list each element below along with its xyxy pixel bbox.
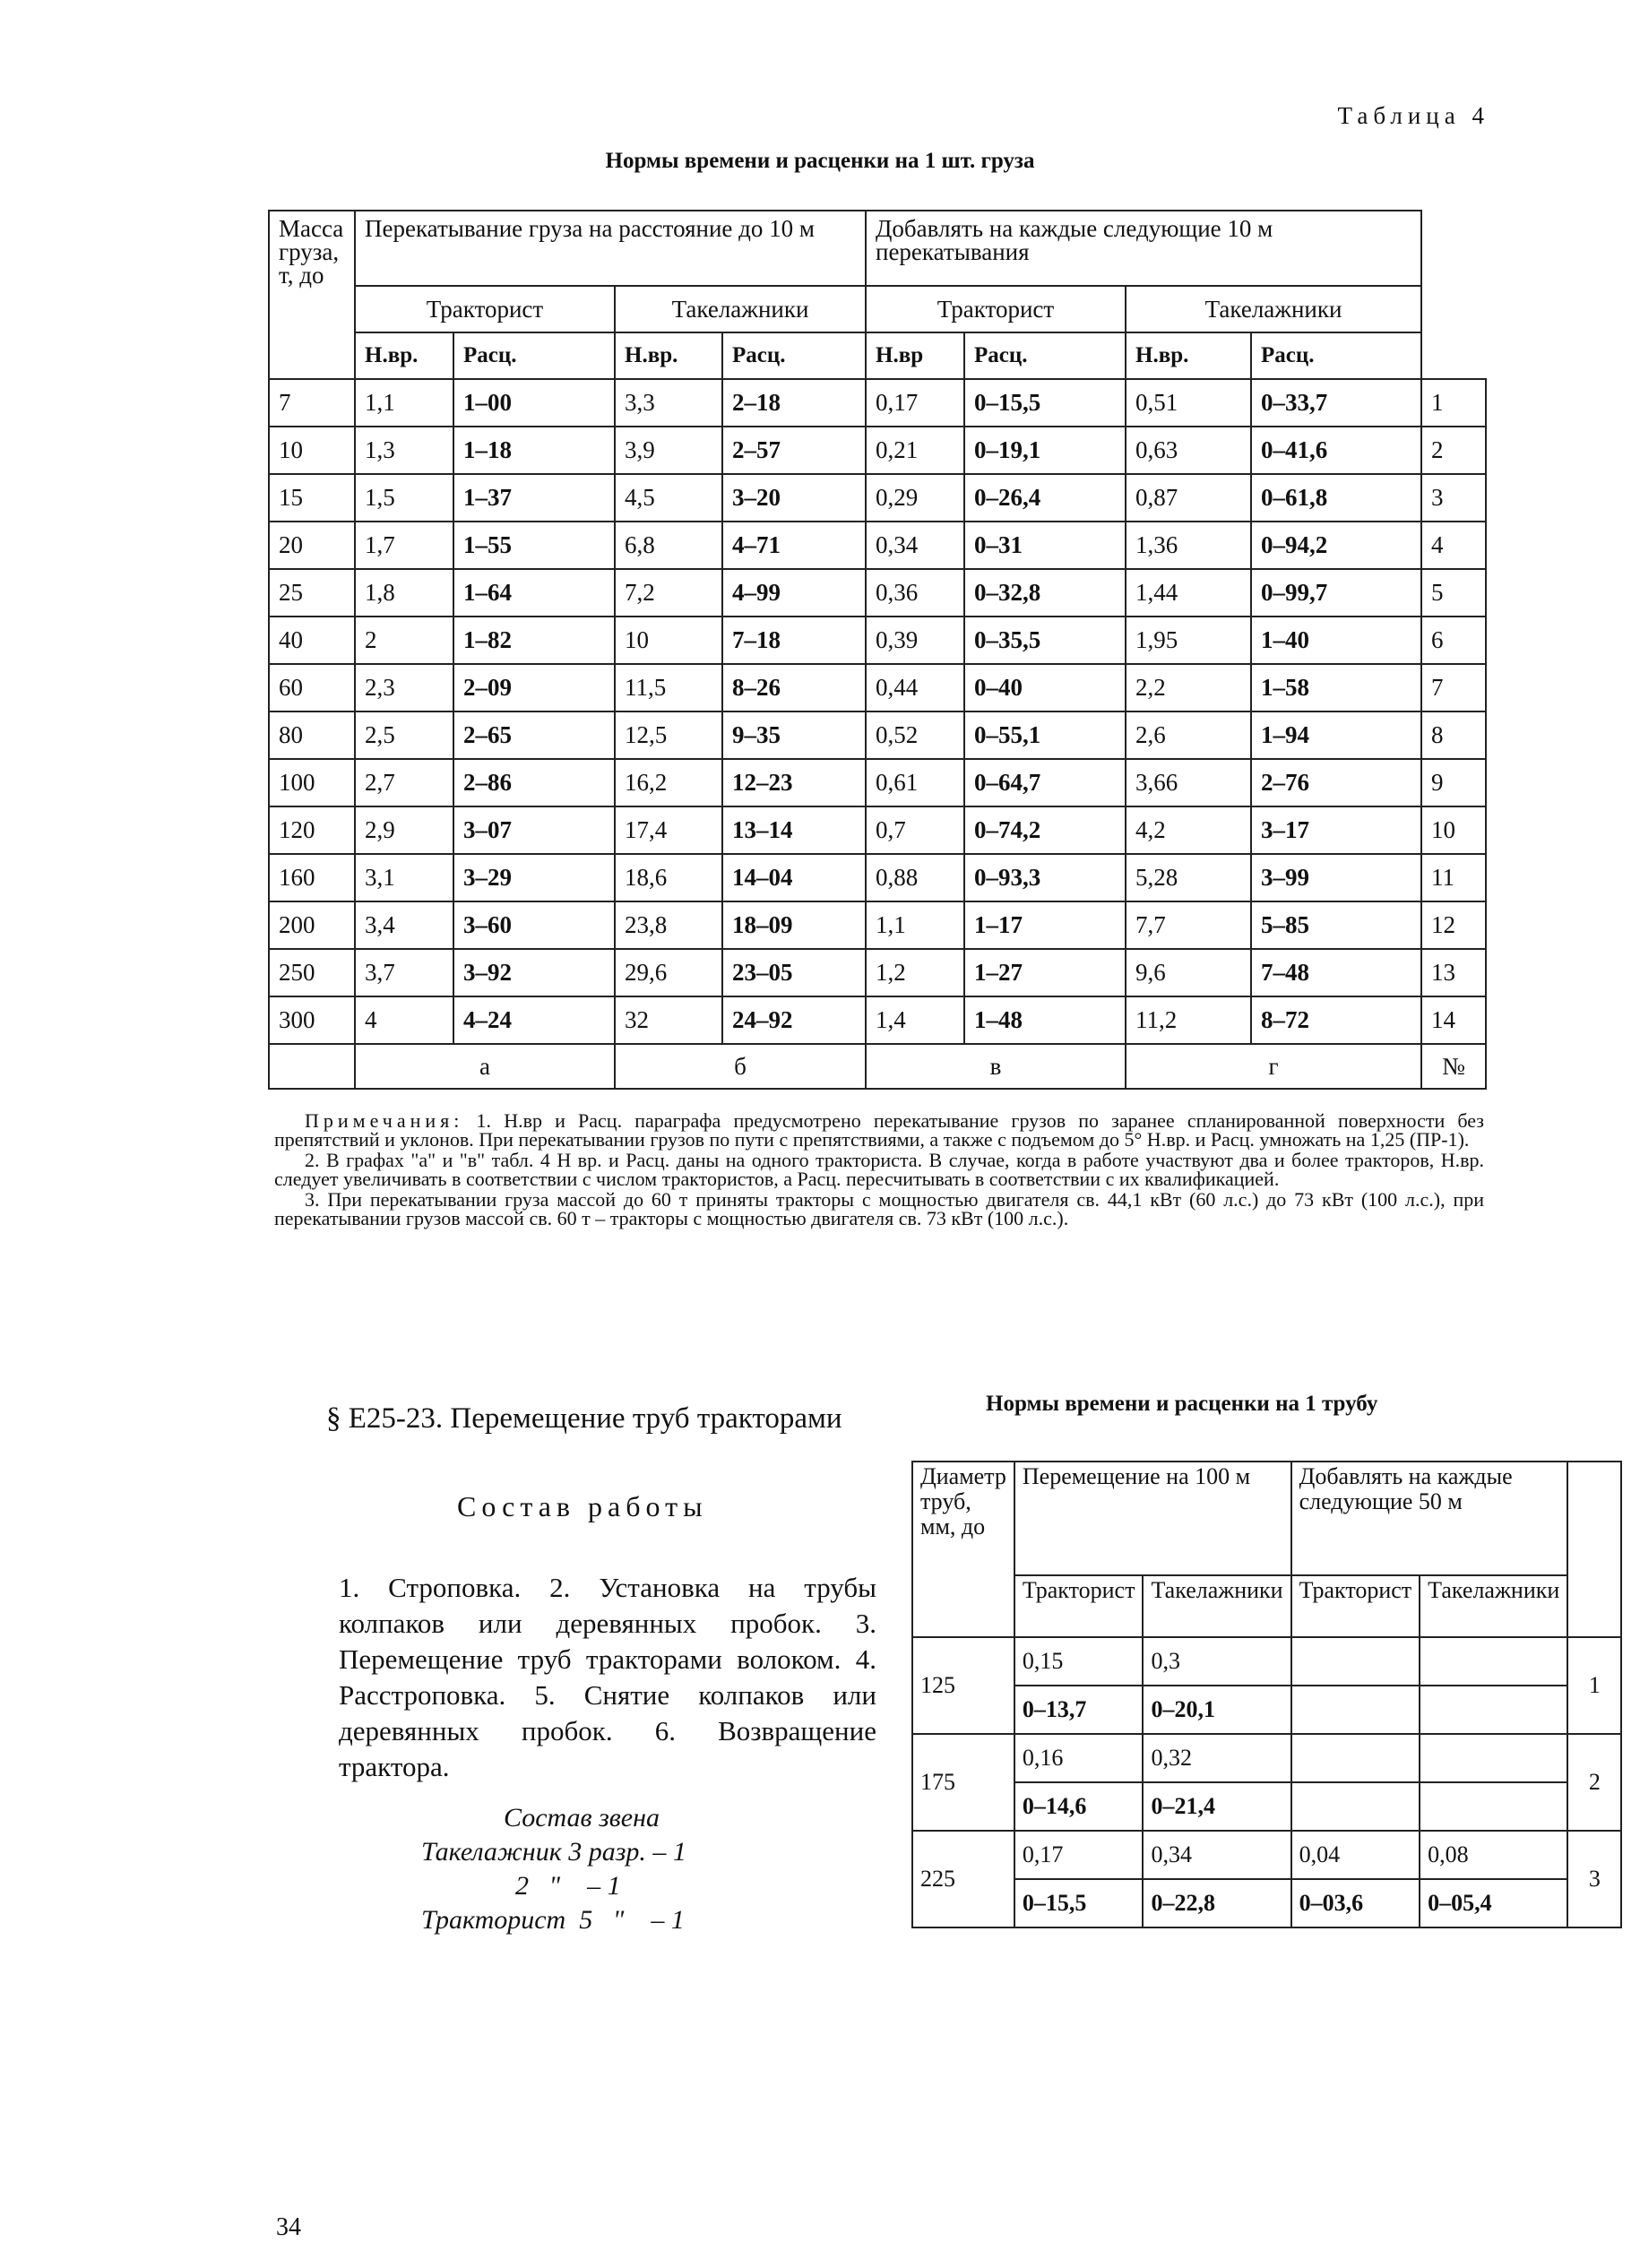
norm-cell: 0,08 [1420, 1831, 1567, 1879]
mass-cell: 15 [269, 474, 355, 522]
rate-cell: 0–05,4 [1420, 1879, 1567, 1927]
value-cell: 3–20 [722, 474, 866, 522]
note-3: 3. При перекатывании груза массой до 60 т приняты тракторы с мощностью двигателя св. 44,1 кВт (60 л.с.) до 73 кВт (100 л.с.), при перекатывании грузов массой св. 60 т – тракторы с мощностью двигателя св. 73 кВт (100 л.с.). [274, 1188, 1484, 1229]
value-cell: 3,9 [615, 427, 722, 474]
row-number-cell: 3 [1567, 1831, 1621, 1927]
section-title: § Е25-23. Перемещение труб тракторами [326, 1402, 842, 1435]
table-row [912, 1637, 1621, 1686]
rate-cell: 0–22,8 [1143, 1879, 1290, 1927]
table-row [269, 711, 1486, 759]
table-row [269, 474, 1486, 522]
value-cell: 5–85 [1251, 901, 1421, 949]
table-row [269, 996, 1486, 1044]
value-cell: 2,9 [355, 806, 453, 854]
row-number-cell: 13 [1421, 949, 1486, 996]
value-cell: 0,87 [1126, 474, 1251, 522]
row-number-cell: 7 [1421, 664, 1486, 711]
value-cell: 2–65 [453, 711, 615, 759]
value-cell: 3–29 [453, 854, 615, 901]
value-cell: 3–99 [1251, 854, 1421, 901]
row-number-cell: 10 [1421, 806, 1486, 854]
value-cell: 1–27 [964, 949, 1126, 996]
pipes-table [911, 1461, 1622, 1928]
table-row [269, 617, 1486, 664]
column-letter: а [355, 1044, 615, 1089]
value-cell: 2,5 [355, 711, 453, 759]
column-letter: б [615, 1044, 866, 1089]
value-cell: 7,2 [615, 569, 722, 617]
value-cell: 1–94 [1251, 711, 1421, 759]
header-tractorist: Тракторист [866, 286, 1126, 332]
value-cell: 1,7 [355, 522, 453, 569]
value-cell: 1–40 [1251, 617, 1421, 664]
row-number-cell: 9 [1421, 759, 1486, 806]
value-cell: 0–33,7 [1251, 379, 1421, 427]
value-cell: 0–61,8 [1251, 474, 1421, 522]
table-row [269, 664, 1486, 711]
table-row [912, 1734, 1621, 1782]
value-cell: 12–23 [722, 759, 866, 806]
header-riggers: Такелажники [1420, 1575, 1567, 1637]
value-cell: 4 [355, 996, 453, 1044]
value-cell: 0–94,2 [1251, 522, 1421, 569]
value-cell: 0–35,5 [964, 617, 1126, 664]
work-composition-text: 1. Строповка. 2. Установка на трубы колпаков или деревянных пробок. 3. Перемещение труб тракторами волоком. 4. Расстроповка. 5. Снятие колпаков или деревянных пробок. 6. Возвращение трактора. [339, 1572, 876, 1782]
value-cell: 10 [615, 617, 722, 664]
table-row [912, 1879, 1621, 1927]
table-row [269, 854, 1486, 901]
table-label: Таблица 4 [1337, 102, 1489, 129]
value-cell: 0,36 [866, 569, 964, 617]
value-cell: 0,61 [866, 759, 964, 806]
header-nvr: Н.вр. [1126, 332, 1251, 379]
value-cell: 1,8 [355, 569, 453, 617]
value-cell: 11,2 [1126, 996, 1251, 1044]
value-cell: 14–04 [722, 854, 866, 901]
value-cell: 16,2 [615, 759, 722, 806]
value-cell: 1–37 [453, 474, 615, 522]
header-riggers: Такелажники [615, 286, 866, 332]
table-row [269, 901, 1486, 949]
mass-cell: 80 [269, 711, 355, 759]
rate-cell: 0–15,5 [1014, 1879, 1144, 1927]
note-1: 1. Н.вр и Расц. параграфа предусмотрено перекатывание грузов по заранее спланированной поверхности без препятствий и уклонов. При перекатывании грузов по пути с препятствиями, а также с подъемом до 5° Н.вр. и Расц. умножать на 1,25 (ПР-1). [274, 1109, 1484, 1151]
mass-cell: 160 [269, 854, 355, 901]
header-nvr: Н.вр [866, 332, 964, 379]
value-cell: 17,4 [615, 806, 722, 854]
table-row [269, 569, 1486, 617]
norm-cell: 0,16 [1014, 1734, 1144, 1782]
row-number-cell: 8 [1421, 711, 1486, 759]
value-cell: 1,36 [1126, 522, 1251, 569]
value-cell: 9–35 [722, 711, 866, 759]
value-cell: 0–55,1 [964, 711, 1126, 759]
value-cell: 3–60 [453, 901, 615, 949]
value-cell: 9,6 [1126, 949, 1251, 996]
value-cell: 3,66 [1126, 759, 1251, 806]
rate-cell: 0–20,1 [1143, 1686, 1290, 1734]
value-cell: 2–76 [1251, 759, 1421, 806]
table-row [269, 427, 1486, 474]
value-cell: 1,5 [355, 474, 453, 522]
value-cell: 2,3 [355, 664, 453, 711]
row-number-cell: 11 [1421, 854, 1486, 901]
table-row [912, 1831, 1621, 1879]
value-cell: 1,1 [866, 901, 964, 949]
rate-cell: 0–03,6 [1291, 1879, 1420, 1927]
value-cell: 0,34 [866, 522, 964, 569]
header-tractorist: Тракторист [355, 286, 615, 332]
diameter-cell: 175 [912, 1734, 1014, 1831]
table-row [912, 1686, 1621, 1734]
value-cell: 4–71 [722, 522, 866, 569]
row-number-cell: 1 [1567, 1637, 1621, 1734]
value-cell: 3–17 [1251, 806, 1421, 854]
mass-cell: 10 [269, 427, 355, 474]
norm-cell [1291, 1734, 1420, 1782]
table-row [269, 806, 1486, 854]
notes [274, 1111, 1484, 1229]
value-cell: 0,52 [866, 711, 964, 759]
value-cell: 4–24 [453, 996, 615, 1044]
header-add: Добавлять на каждые следующие 10 м перекатывания [866, 211, 1421, 286]
row-number-cell: 5 [1421, 569, 1486, 617]
rate-cell: 0–21,4 [1143, 1782, 1290, 1831]
norm-cell: 0,3 [1143, 1637, 1290, 1686]
row-number-cell: 3 [1421, 474, 1486, 522]
mass-cell: 100 [269, 759, 355, 806]
mass-cell: 120 [269, 806, 355, 854]
value-cell: 1–00 [453, 379, 615, 427]
value-cell: 3–07 [453, 806, 615, 854]
table-row [269, 759, 1486, 806]
table-row [269, 522, 1486, 569]
value-cell: 1,3 [355, 427, 453, 474]
row-number-cell: 14 [1421, 996, 1486, 1044]
crew-head: Состав звена [504, 1803, 660, 1833]
row-number-cell: 12 [1421, 901, 1486, 949]
table-row [912, 1782, 1621, 1831]
value-cell: 2,7 [355, 759, 453, 806]
diameter-cell: 225 [912, 1831, 1014, 1927]
crew-line: 2 " – 1 [421, 1871, 621, 1901]
value-cell: 0,63 [1126, 427, 1251, 474]
rate-cell: 0–14,6 [1014, 1782, 1144, 1831]
value-cell: 0,44 [866, 664, 964, 711]
value-cell: 3,7 [355, 949, 453, 996]
mass-cell: 7 [269, 379, 355, 427]
value-cell: 0,39 [866, 617, 964, 664]
norm-cell [1291, 1637, 1420, 1686]
norms-table [268, 210, 1487, 1090]
value-cell: 13–14 [722, 806, 866, 854]
header-tractorist: Тракторист [1014, 1575, 1144, 1637]
value-cell: 0–31 [964, 522, 1126, 569]
value-cell: 1,1 [355, 379, 453, 427]
rate-cell [1291, 1686, 1420, 1734]
value-cell: 8–26 [722, 664, 866, 711]
value-cell: 0–99,7 [1251, 569, 1421, 617]
mass-cell: 40 [269, 617, 355, 664]
column-letter: в [866, 1044, 1126, 1089]
header-mass: Масса груза, т, до [269, 211, 355, 379]
value-cell: 2–86 [453, 759, 615, 806]
mass-cell: 25 [269, 569, 355, 617]
value-cell: 0–15,5 [964, 379, 1126, 427]
row-number-cell: 2 [1421, 427, 1486, 474]
page-number: 34 [276, 2213, 301, 2241]
pipes-table-title: Нормы времени и расценки на 1 трубу [986, 1392, 1378, 1416]
column-letter [269, 1044, 355, 1089]
value-cell: 1,95 [1126, 617, 1251, 664]
header-tractorist: Тракторист [1291, 1575, 1420, 1637]
table-title: Нормы времени и расценки на 1 шт. груза [605, 149, 1035, 173]
norm-cell: 0,17 [1014, 1831, 1144, 1879]
value-cell: 0,88 [866, 854, 964, 901]
value-cell: 8–72 [1251, 996, 1421, 1044]
mass-cell: 250 [269, 949, 355, 996]
value-cell: 0,21 [866, 427, 964, 474]
value-cell: 12,5 [615, 711, 722, 759]
table-row [269, 379, 1486, 427]
value-cell: 18,6 [615, 854, 722, 901]
value-cell: 3,1 [355, 854, 453, 901]
value-cell: 0,7 [866, 806, 964, 854]
value-cell: 18–09 [722, 901, 866, 949]
column-letter: № [1421, 1044, 1486, 1089]
value-cell: 4–99 [722, 569, 866, 617]
header-blank [1421, 211, 1486, 379]
crew-line: Такелажник 3 разр. – 1 [421, 1837, 686, 1867]
value-cell: 32 [615, 996, 722, 1044]
value-cell: 1–17 [964, 901, 1126, 949]
norm-cell: 0,04 [1291, 1831, 1420, 1879]
header-rasc: Расц. [453, 332, 615, 379]
value-cell: 1,44 [1126, 569, 1251, 617]
value-cell: 2,6 [1126, 711, 1251, 759]
value-cell: 1–82 [453, 617, 615, 664]
mass-cell: 60 [269, 664, 355, 711]
rate-cell [1420, 1782, 1567, 1831]
crew-line: Тракторист 5 " – 1 [421, 1905, 685, 1935]
value-cell: 0,17 [866, 379, 964, 427]
rate-cell: 0–13,7 [1014, 1686, 1144, 1734]
value-cell: 3–92 [453, 949, 615, 996]
value-cell: 1–48 [964, 996, 1126, 1044]
header-rasc: Расц. [1251, 332, 1421, 379]
header-roll: Перекатывание груза на расстояние до 10 м [355, 211, 866, 286]
header-rasc: Расц. [964, 332, 1126, 379]
rate-cell [1291, 1782, 1420, 1831]
value-cell: 2–09 [453, 664, 615, 711]
value-cell: 3,4 [355, 901, 453, 949]
value-cell: 7,7 [1126, 901, 1251, 949]
mass-cell: 200 [269, 901, 355, 949]
norm-cell [1420, 1734, 1567, 1782]
norm-cell [1420, 1637, 1567, 1686]
value-cell: 0–74,2 [964, 806, 1126, 854]
value-cell: 2,2 [1126, 664, 1251, 711]
value-cell: 11,5 [615, 664, 722, 711]
value-cell: 0–41,6 [1251, 427, 1421, 474]
value-cell: 4,2 [1126, 806, 1251, 854]
header-nvr: Н.вр. [615, 332, 722, 379]
header-blank [1567, 1462, 1621, 1637]
value-cell: 2 [355, 617, 453, 664]
value-cell: 0–32,8 [964, 569, 1126, 617]
crew-composition [421, 1801, 686, 1937]
norm-cell: 0,34 [1143, 1831, 1290, 1879]
norm-cell: 0,15 [1014, 1637, 1144, 1686]
value-cell: 24–92 [722, 996, 866, 1044]
value-cell: 5,28 [1126, 854, 1251, 901]
value-cell: 0–93,3 [964, 854, 1126, 901]
value-cell: 7–18 [722, 617, 866, 664]
value-cell: 7–48 [1251, 949, 1421, 996]
mass-cell: 20 [269, 522, 355, 569]
note-2: 2. В графах "а" и "в" табл. 4 Н вр. и Расц. даны на одного тракториста. В случае, когда в работе участвуют два и более тракторов, Н.вр. следует увеличивать в соответствии с числом трактористов, а Расц. пересчитывать в соответствии с их квалификацией. [274, 1149, 1484, 1190]
value-cell: 1,4 [866, 996, 964, 1044]
value-cell: 0–19,1 [964, 427, 1126, 474]
value-cell: 1–55 [453, 522, 615, 569]
value-cell: 23,8 [615, 901, 722, 949]
value-cell: 0–64,7 [964, 759, 1126, 806]
value-cell: 0–26,4 [964, 474, 1126, 522]
value-cell: 2–18 [722, 379, 866, 427]
value-cell: 1,2 [866, 949, 964, 996]
header-move: Перемещение на 100 м [1014, 1462, 1291, 1575]
mass-cell: 300 [269, 996, 355, 1044]
table-row [269, 949, 1486, 996]
diameter-cell: 125 [912, 1637, 1014, 1734]
notes-head: Примечания: [305, 1109, 464, 1132]
header-riggers: Такелажники [1126, 286, 1421, 332]
column-letter: г [1126, 1044, 1421, 1089]
norm-cell: 0,32 [1143, 1734, 1290, 1782]
value-cell: 29,6 [615, 949, 722, 996]
column-letters-row [269, 1044, 1486, 1089]
value-cell: 2–57 [722, 427, 866, 474]
rate-cell [1420, 1686, 1567, 1734]
value-cell: 3,3 [615, 379, 722, 427]
value-cell: 1–64 [453, 569, 615, 617]
work-composition-title: Состав работы [457, 1490, 708, 1522]
value-cell: 0–40 [964, 664, 1126, 711]
value-cell: 4,5 [615, 474, 722, 522]
value-cell: 23–05 [722, 949, 866, 996]
row-number-cell: 2 [1567, 1734, 1621, 1831]
header-diameter: Диаметр труб, мм, до [912, 1462, 1014, 1637]
row-number-cell: 6 [1421, 617, 1486, 664]
value-cell: 1–18 [453, 427, 615, 474]
value-cell: 1–58 [1251, 664, 1421, 711]
value-cell: 6,8 [615, 522, 722, 569]
value-cell: 0,29 [866, 474, 964, 522]
value-cell: 0,51 [1126, 379, 1251, 427]
header-add: Добавлять на каждые следующие 50 м [1291, 1462, 1568, 1575]
row-number-cell: 1 [1421, 379, 1486, 427]
header-riggers: Такелажники [1143, 1575, 1290, 1637]
header-rasc: Расц. [722, 332, 866, 379]
row-number-cell: 4 [1421, 522, 1486, 569]
header-nvr: Н.вр. [355, 332, 453, 379]
